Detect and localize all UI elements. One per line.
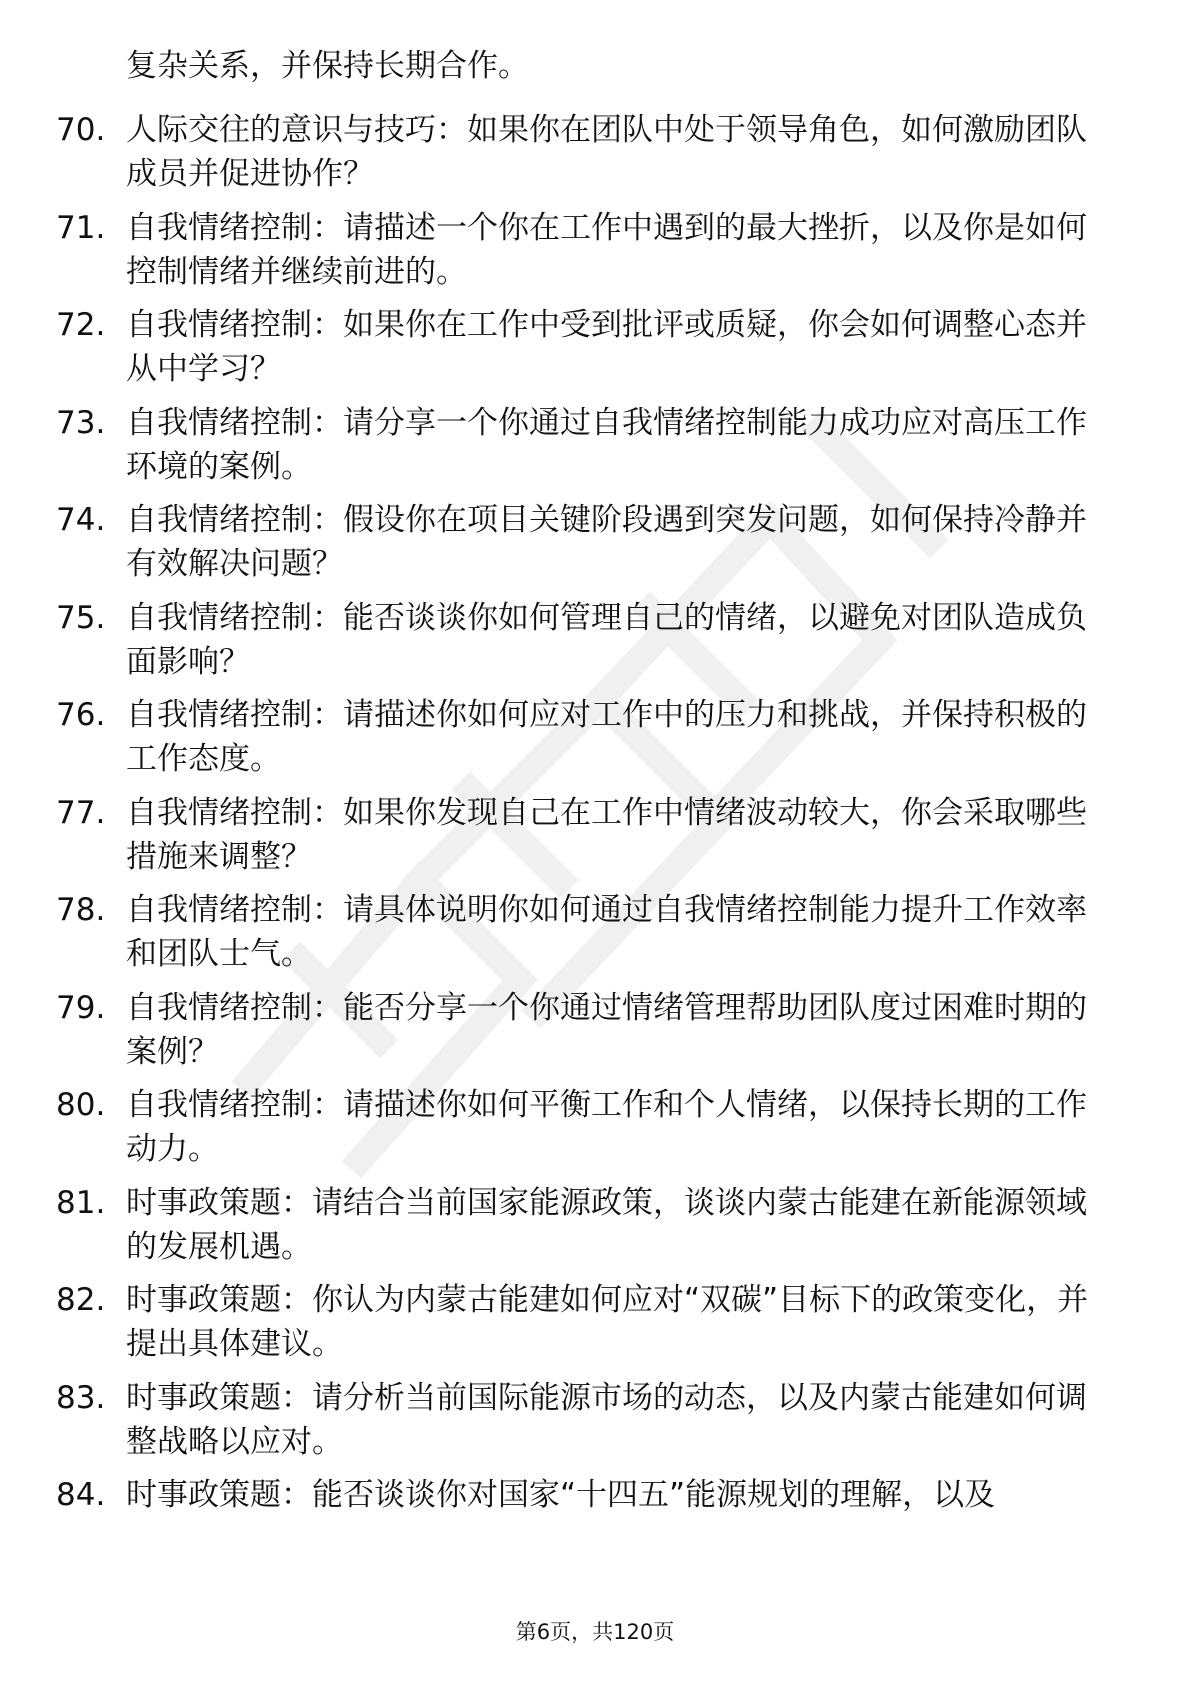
list-item (56, 401, 1136, 499)
item-text: 自我情绪控制：能否分享一个你通过情绪管理帮助团队度过困难时期的案例？ (126, 989, 1087, 1070)
list-item (56, 791, 1136, 889)
list-item (56, 693, 1136, 791)
item-number: 80. (56, 1087, 106, 1123)
item-number: 76. (56, 697, 106, 733)
item-number: 71. (56, 209, 106, 246)
list-item (56, 888, 1136, 986)
item-text: 自我情绪控制：请具体说明你如何通过自我情绪控制能力提升工作效率和团队士气。 (126, 892, 1087, 972)
list-item (56, 1473, 1136, 1571)
list-item (56, 1376, 1136, 1474)
list-item (56, 1278, 1136, 1376)
item-text: 时事政策题：你认为内蒙古能建如何应对“双碳”目标下的政策变化，并提出具体建议。 (126, 1282, 1089, 1362)
list-item (56, 1181, 1136, 1279)
item-number: 70. (56, 112, 106, 148)
item-number: 83. (56, 1379, 106, 1416)
item-text: 自我情绪控制：请描述一个你在工作中遇到的最大挫折，以及你是如何控制情绪并继续前进的。 (126, 209, 1087, 290)
item-number: 77. (56, 794, 106, 831)
list-item (56, 206, 1136, 304)
list-item (56, 986, 1136, 1084)
question-list (56, 108, 1136, 1571)
item-text: 自我情绪控制：如果你在工作中受到批评或质疑，你会如何调整心态并从中学习？ (126, 307, 1087, 387)
item-number: 74. (56, 502, 106, 538)
item-number: 75. (56, 599, 106, 636)
list-item (56, 498, 1136, 596)
item-text: 自我情绪控制：请分享一个你通过自我情绪控制能力成功应对高压工作环境的案例。 (126, 404, 1087, 485)
list-item (56, 596, 1136, 694)
list-item (56, 303, 1136, 401)
item-number: 73. (56, 404, 106, 441)
item-number: 78. (56, 892, 106, 928)
item-text: 自我情绪控制：请描述你如何平衡工作和个人情绪，以保持长期的工作动力。 (126, 1087, 1087, 1167)
item-number: 84. (56, 1477, 106, 1513)
item-number: 72. (56, 307, 106, 343)
item-text: 人际交往的意识与技巧：如果你在团队中处于领导角色，如何激励团队成员并促进协作？ (126, 112, 1087, 192)
item-text: 自我情绪控制：能否谈谈你如何管理自己的情绪，以避免对团队造成负面影响？ (126, 599, 1087, 680)
list-item (56, 1083, 1136, 1181)
item-text: 自我情绪控制：假设你在项目关键阶段遇到突发问题，如何保持冷静并有效解决问题？ (126, 502, 1087, 582)
list-item (56, 108, 1136, 206)
item-number: 79. (56, 989, 106, 1026)
page-footer: 第6页，共120页 (515, 1620, 675, 1644)
item-text: 自我情绪控制：请描述你如何应对工作中的压力和挑战，并保持积极的工作态度。 (126, 697, 1087, 777)
item-text: 时事政策题：请分析当前国际能源市场的动态，以及内蒙古能建如何调整战略以应对。 (126, 1379, 1087, 1460)
item-number: 81. (56, 1184, 106, 1221)
item-text: 时事政策题：请结合当前国家能源政策，谈谈内蒙古能建在新能源领域的发展机遇。 (126, 1184, 1087, 1265)
item-number: 82. (56, 1282, 106, 1318)
item-text: 自我情绪控制：如果你发现自己在工作中情绪波动较大，你会采取哪些措施来调整？ (126, 794, 1087, 875)
item-text: 时事政策题：能否谈谈你对国家“十四五”能源规划的理解，以及 (126, 1477, 996, 1513)
continuation-text: 复杂关系，并保持长期合作。 (126, 48, 529, 84)
